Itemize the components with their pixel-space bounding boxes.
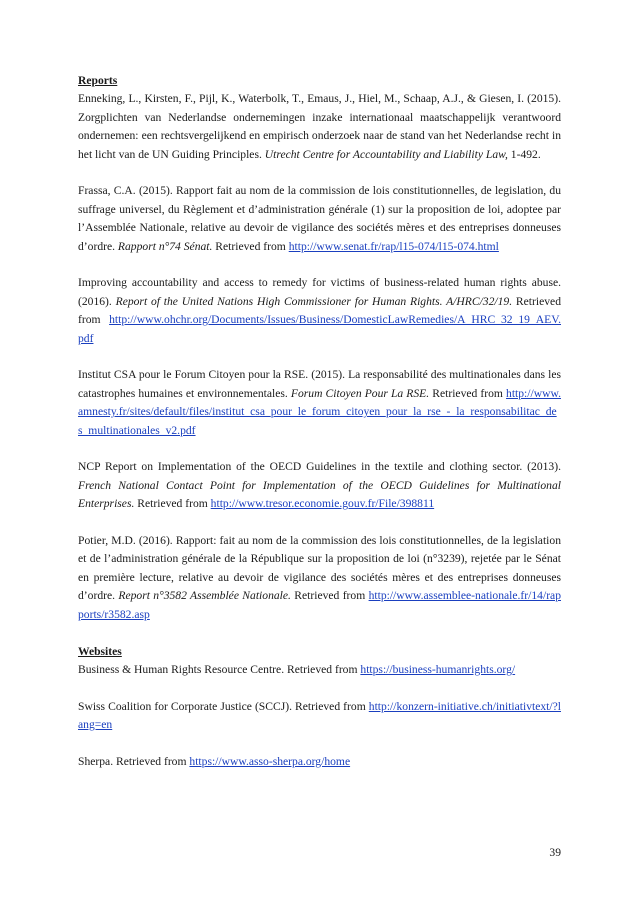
- reference-entry: [78, 366, 561, 440]
- reference-text: NCP Report on Implementation of the OECD Guidelines in the textile and clothing sector. (2013).: [78, 460, 561, 474]
- reference-entry: [78, 458, 561, 513]
- reference-source: Report n°3582 Assemblée Nationale.: [118, 589, 291, 603]
- website-text: Sherpa. Retrieved from: [78, 754, 190, 768]
- retrieved-from-label: Retrieved from: [78, 294, 561, 327]
- reference-link[interactable]: http://www.ohchr.org/Documents/Issues/Business/DomesticLawRemedies/A_HRC_32_19_AEV.pdf: [78, 313, 561, 345]
- website-entry: [78, 661, 561, 679]
- website-text: Business & Human Rights Resource Centre. Retrieved from: [78, 662, 361, 676]
- reference-text: Institut CSA pour le Forum Citoyen pour la RSE. (2015). La responsabilité des multinationales dans les catastrophes humaines et environnementales.: [78, 368, 561, 400]
- reference-text: Enneking, L., Kirsten, F., Pijl, K., Waterbolk, T., Emaus, J., Hiel, M., Schaap, A.J., & Giesen, I. (2015). Zorgplichten van Nederlandse ondernemingen inzake internationaal maatschappelijk verantwoord ondernemen: een rechtsvergelijkend en empirisch onderzoek naar de stand van het Nederlandse recht in het licht van de UN Guiding Principles.: [78, 92, 561, 161]
- retrieved-from-label: Retrieved from: [134, 497, 211, 511]
- reference-link[interactable]: http://www.senat.fr/rap/l15-074/l15-074.html: [288, 239, 499, 253]
- reference-entry: [78, 274, 561, 348]
- reference-source: Rapport n°74 Sénat.: [117, 239, 213, 253]
- reference-text: Potier, M.D. (2016). Rapport: fait au nom de la commission des lois constitutionnelles, de la legislation et de l’administration générale de la République sur la proposition de loi (n°3239), rejetée par le Sénat en première lecture, relative au devoir de vigilance des sociétés mères et des entreprises donneuses d’ordre.: [78, 534, 561, 603]
- website-link[interactable]: http://konzern-initiative.ch/initiativtext/?lang=en: [78, 699, 561, 732]
- document-page: [78, 72, 561, 790]
- reference-text: Improving accountability and access to remedy for victims of business-related human rights abuse. (2016).: [78, 276, 561, 308]
- reference-source: Report of the United Nations High Commissioner for Human Rights. A/HRC/32/19.: [115, 294, 513, 308]
- website-text: Swiss Coalition for Corporate Justice (SCCJ). Retrieved from: [78, 699, 369, 713]
- website-entry: [78, 698, 561, 735]
- reports-heading: Reports: [78, 74, 118, 87]
- reference-entry: [78, 182, 561, 256]
- reference-source: Utrecht Centre for Accountability and Liability Law,: [264, 147, 508, 161]
- reference-link[interactable]: http://www.amnesty.fr/sites/default/files/institut_csa_pour_le_forum_citoyen_pour_la_rse_-_la_responsabilitac_des_multinationales_v2.pdf: [78, 386, 561, 437]
- retrieved-from-label: Retrieved from: [429, 386, 507, 400]
- retrieved-from-label: Retrieved from: [212, 239, 289, 253]
- reference-source: Forum Citoyen Pour La RSE.: [290, 386, 430, 400]
- website-link[interactable]: https://www.asso-sherpa.org/home: [189, 754, 351, 768]
- website-link[interactable]: https://business-humanrights.org/: [360, 662, 516, 676]
- reference-entry: [78, 532, 561, 624]
- reference-pages: 1-492.: [507, 147, 541, 161]
- page-number: 39: [549, 846, 561, 859]
- website-entry: [78, 753, 561, 771]
- reference-text: Frassa, C.A. (2015). Rapport fait au nom de la commission de lois constitutionnelles, de legislation, du suffrage universel, du Règlement et d’administration générale (1) sur la proposition de loi, adoptee par l’Assemblée Nationale, relative au devoir de vigilance des sociétés mères et des entreprises donneuses d’ordre.: [78, 184, 561, 253]
- websites-heading: Websites: [78, 644, 122, 658]
- retrieved-from-label: Retrieved from: [290, 589, 369, 603]
- reference-link[interactable]: http://www.assemblee-nationale.fr/14/rapports/r3582.asp: [78, 589, 561, 621]
- reference-entry: [78, 90, 561, 164]
- reference-source: French National Contact Point for Implementation of the OECD Guidelines for Multinational Enterprises.: [78, 478, 561, 511]
- reference-link[interactable]: http://www.tresor.economie.gouv.fr/File/398811: [210, 497, 435, 511]
